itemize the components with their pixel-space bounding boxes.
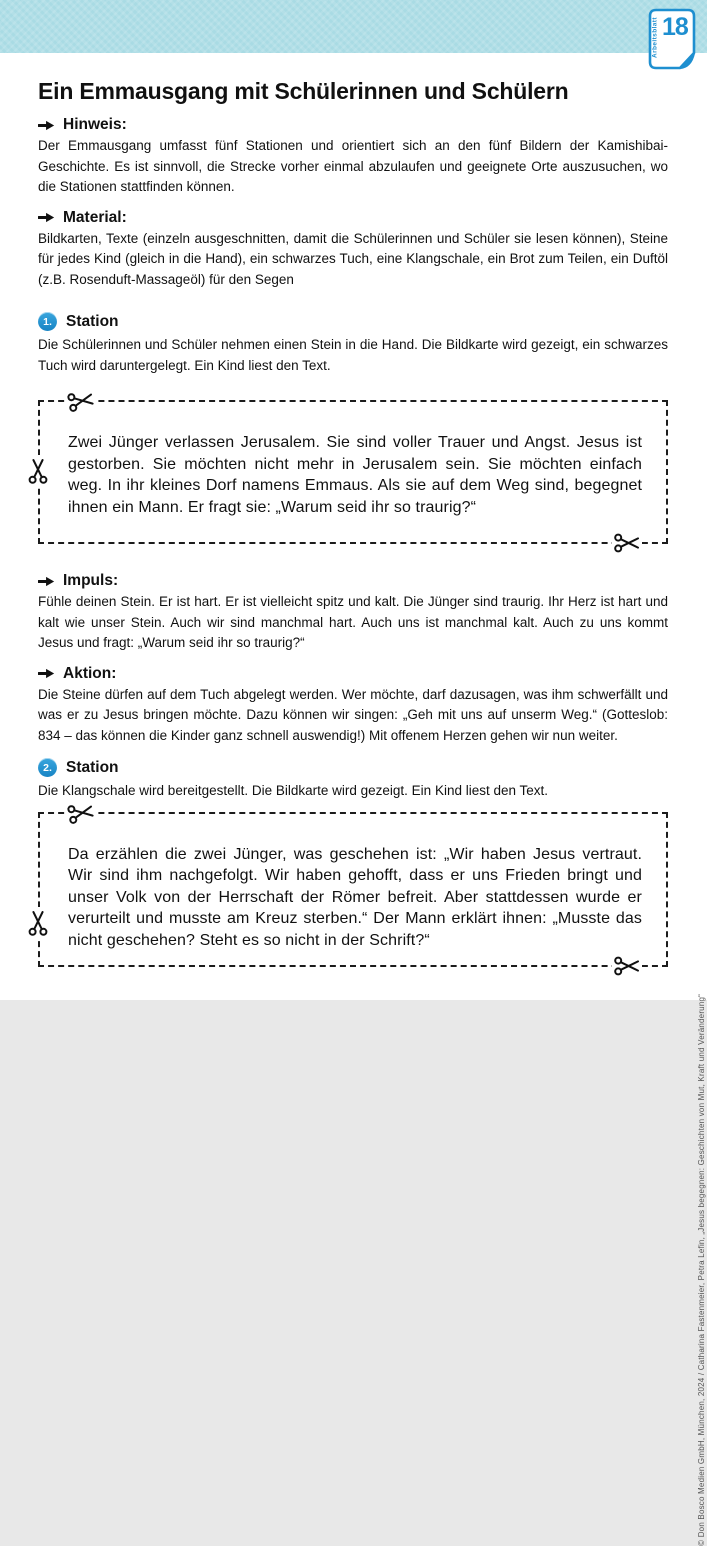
station-1-heading	[38, 312, 668, 331]
badge-number: 18	[662, 13, 688, 41]
section-heading-hinweis	[38, 116, 668, 134]
content-area	[0, 77, 707, 967]
station-1-label: Station	[66, 312, 119, 330]
cutout-1-text: Zwei Jünger verlassen Jerusalem. Sie sind voller Trauer und Angst. Jesus ist gestorben. Sie möchten nicht mehr in Jerusalem sein. Sie möchten einfach weg. In ihr kleines Dorf namens Emmaus. Als sie auf dem Weg sind, begegnet ihnen ein Mann. Er fragt sie: „Warum seid ihr so traurig?“	[68, 434, 642, 516]
scissors-icon	[64, 387, 98, 416]
arrow-right-icon	[38, 576, 55, 587]
station-2-body: Die Klangschale wird bereitgestellt. Die Bildkarte wird gezeigt. Ein Kind liest den Text.	[38, 783, 549, 798]
section-heading-aktion	[38, 665, 668, 683]
badge-series-label: Arbeitsblatt	[651, 17, 659, 59]
heading-label: Material:	[63, 208, 127, 226]
station-1-body: Die Schülerinnen und Schüler nehmen einen Stein in die Hand. Die Bildkarte wird gezeigt, ein schwarzes Tuch wird daruntergelegt. Ein Kind liest den Text.	[38, 337, 668, 373]
heading-label: Hinweis:	[63, 116, 127, 133]
arrow-right-icon	[38, 668, 55, 679]
station-1-number-badge: 1.	[38, 312, 57, 331]
worksheet-badge	[647, 8, 697, 70]
page-title: Ein Emmausgang mit Schülerinnen und Schülern	[38, 78, 569, 104]
hinweis-body: Der Emmausgang umfasst fünf Stationen und orientiert sich an den fünf Bildern der Kamishibai-Geschichte. Es ist sinnvoll, die Strecke vorher einmal abzulaufen und geeignete Orte auszusuchen, wo die Stationen stattfinden können.	[38, 138, 668, 194]
aktion-body: Die Steine dürfen auf dem Tuch abgelegt werden. Wer möchte, darf dazusagen, was ihm schwerfällt und was er zu Jesus bringen möchte. Dazu können wir singen: „Geh mit uns auf unserm Weg.“ (Gotteslob: 834 – das können die Kinder ganz schnell auswendig!) Mit offenem Herzen gehen wir nun weiter.	[38, 686, 668, 743]
cutout-card-1	[38, 400, 668, 544]
header-band	[0, 0, 707, 53]
arrow-right-icon	[38, 212, 55, 223]
material-body: Bildkarten, Texte (einzeln ausgeschnitten, damit die Schülerinnen und Schüler sie lesen können), Steine für jedes Kind (gleich in die Hand), ein schwarzes Tuch, eine Klangschale, ein Brot zum Teilen, ein Duftöl (z.B. Rosenduft-Massageöl) für den Segen	[38, 230, 668, 287]
scissors-icon	[26, 455, 50, 487]
cutout-card-2	[38, 812, 668, 968]
scissors-icon	[26, 907, 50, 939]
section-heading-material	[38, 209, 668, 227]
heading-label: Aktion:	[63, 664, 117, 682]
cutout-2-text: Da erzählen die zwei Jünger, was geschehen ist: „Wir haben Jesus vertraut. Wir sind ihm nachgefolgt. Wir haben gehofft, dass er uns Frieden bringt und unser Volk von der Herrschaft der Römer befreit. Aber stattdessen wurde er verurteilt und musste am Kreuz sterben.“ Der Mann erklärt ihnen: „Musste das nicht geschehen? Steht es so nicht in der Schrift?“	[68, 845, 642, 949]
impuls-body: Fühle deinen Stein. Er ist hart. Er ist vielleicht spitz und kalt. Die Jünger sind traurig. Ihr Herz ist hart und kalt wie unser Stein. Auch wir sind manchmal hart. Auch uns ist manchmal kalt. Auch zu uns kommt Jesus und fragt: „Warum seid ihr so traurig?“	[38, 594, 668, 650]
heading-label: Impuls:	[63, 572, 119, 589]
scissors-icon	[64, 798, 98, 827]
scissors-icon	[612, 954, 642, 978]
station-2-heading	[38, 758, 668, 777]
station-2-label: Station	[66, 758, 119, 776]
scissors-icon	[612, 531, 642, 555]
section-heading-impuls	[38, 572, 668, 590]
copyright-vertical-text: © Don Bosco Medien GmbH, München, 2024 / Catharina Fastenmeier, Petra Lefin, „Jesus begegnen: Geschichten von Mut, Kraft und Veränderung“	[697, 994, 706, 1546]
station-2-number-badge: 2.	[38, 758, 57, 777]
arrow-right-icon	[38, 120, 55, 131]
